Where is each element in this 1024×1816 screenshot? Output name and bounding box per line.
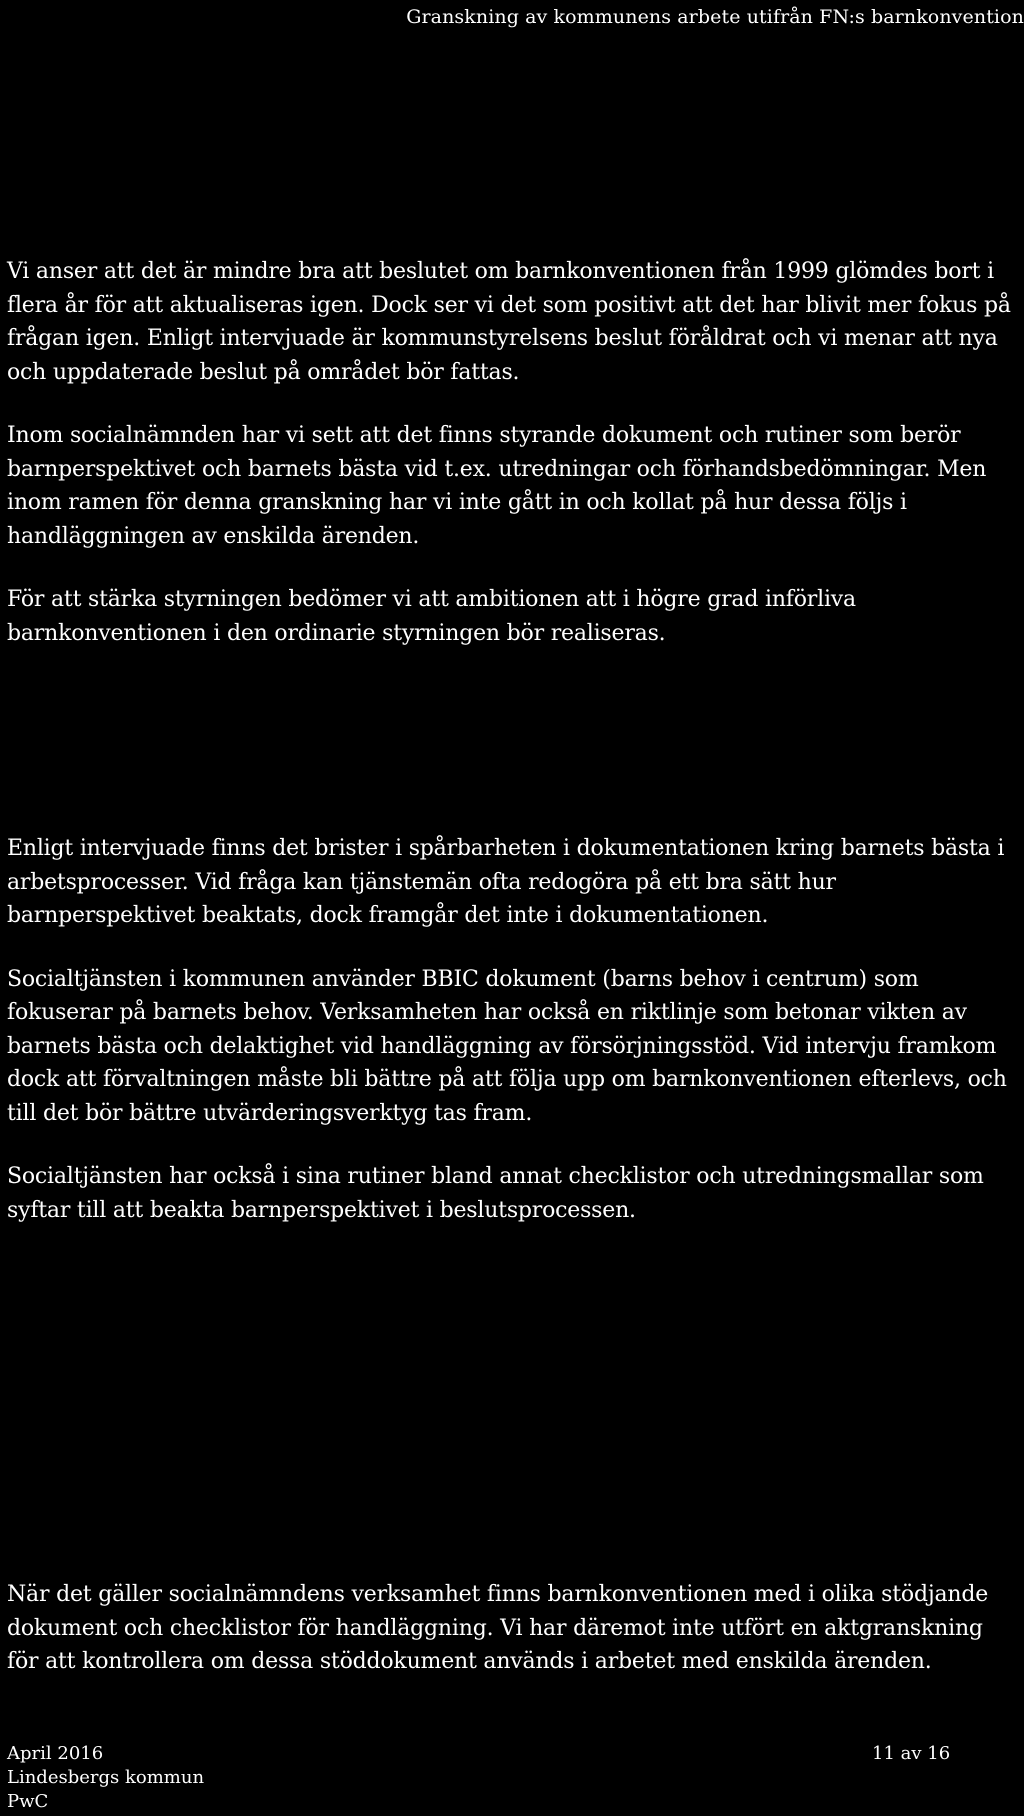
paragraph: Socialtjänsten i kommunen använder BBIC dokument (barns behov i centrum) som fokuserar på barnets behov. Verksamheten har också en riktlinje som betonar vikten av barnets bästa och delaktighet vid handläggning av försörjningsstöd. Vid intervju framkom dock att förvaltningen måste bli bättre på att följa upp om barnkonventionen efterlevs, och till det bör bättre utvärderingsverktyg tas fram. (7, 966, 1007, 1126)
section-social-services (7, 1578, 1017, 1679)
section-assessment (7, 255, 1017, 650)
paragraph: När det gäller socialnämndens verksamhet finns barnkonventionen med i olika stödjande dokument och checklistor för handläggning. Vi har däremot inte utfört en aktgranskning för att kontrollera om dessa stöddokument används i arbetet med enskilda ärenden. (7, 1582, 989, 1674)
paragraph: Enligt intervjuade finns det brister i spårbarheten i dokumentationen kring barnets bästa i arbetsprocesser. Vid fråga kan tjänstemän ofta redogöra på ett bra sätt hur barnperspektivet beaktats, dock framgår det inte i dokumentationen. (7, 836, 1005, 928)
paragraph: Vi anser att det är mindre bra att beslutet om barnkonventionen från 1999 glömdes bort i flera år för att aktualiseras igen. Dock ser vi det som positivt att det har blivit mer fokus på frågan igen. Enligt intervjuade är kommunstyrelsens beslut föråldrat och vi menar att nya och uppdaterade beslut på området bör fattas. (7, 259, 1011, 385)
footer-date: April 2016 (7, 1743, 104, 1764)
footer-organization: Lindesbergs kommun (7, 1767, 205, 1788)
section-documentation (7, 832, 1017, 1227)
page-footer (7, 1742, 204, 1814)
paragraph: Inom socialnämnden har vi sett att det finns styrande dokument och rutiner som berör barnperspektivet och barnets bästa vid t.ex. utredningar och förhandsbedömningar. Men inom ramen för denna granskning har vi inte gått in och kollat på hur dessa följs i handläggningen av enskilda ärenden. (7, 423, 987, 549)
paragraph: För att stärka styrningen bedömer vi att ambitionen att i högre grad införliva barnkonventionen i den ordinarie styrningen bör realiseras. (7, 587, 856, 646)
page-number: 11 av 16 (872, 1743, 951, 1764)
document-title: Granskning av kommunens arbete utifrån FN:s barnkonvention (406, 6, 1024, 28)
paragraph: Socialtjänsten har också i sina rutiner bland annat checklistor och utredningsmallar som syftar till att beakta barnperspektivet i beslutsprocessen. (7, 1164, 984, 1223)
footer-author: PwC (7, 1791, 49, 1812)
